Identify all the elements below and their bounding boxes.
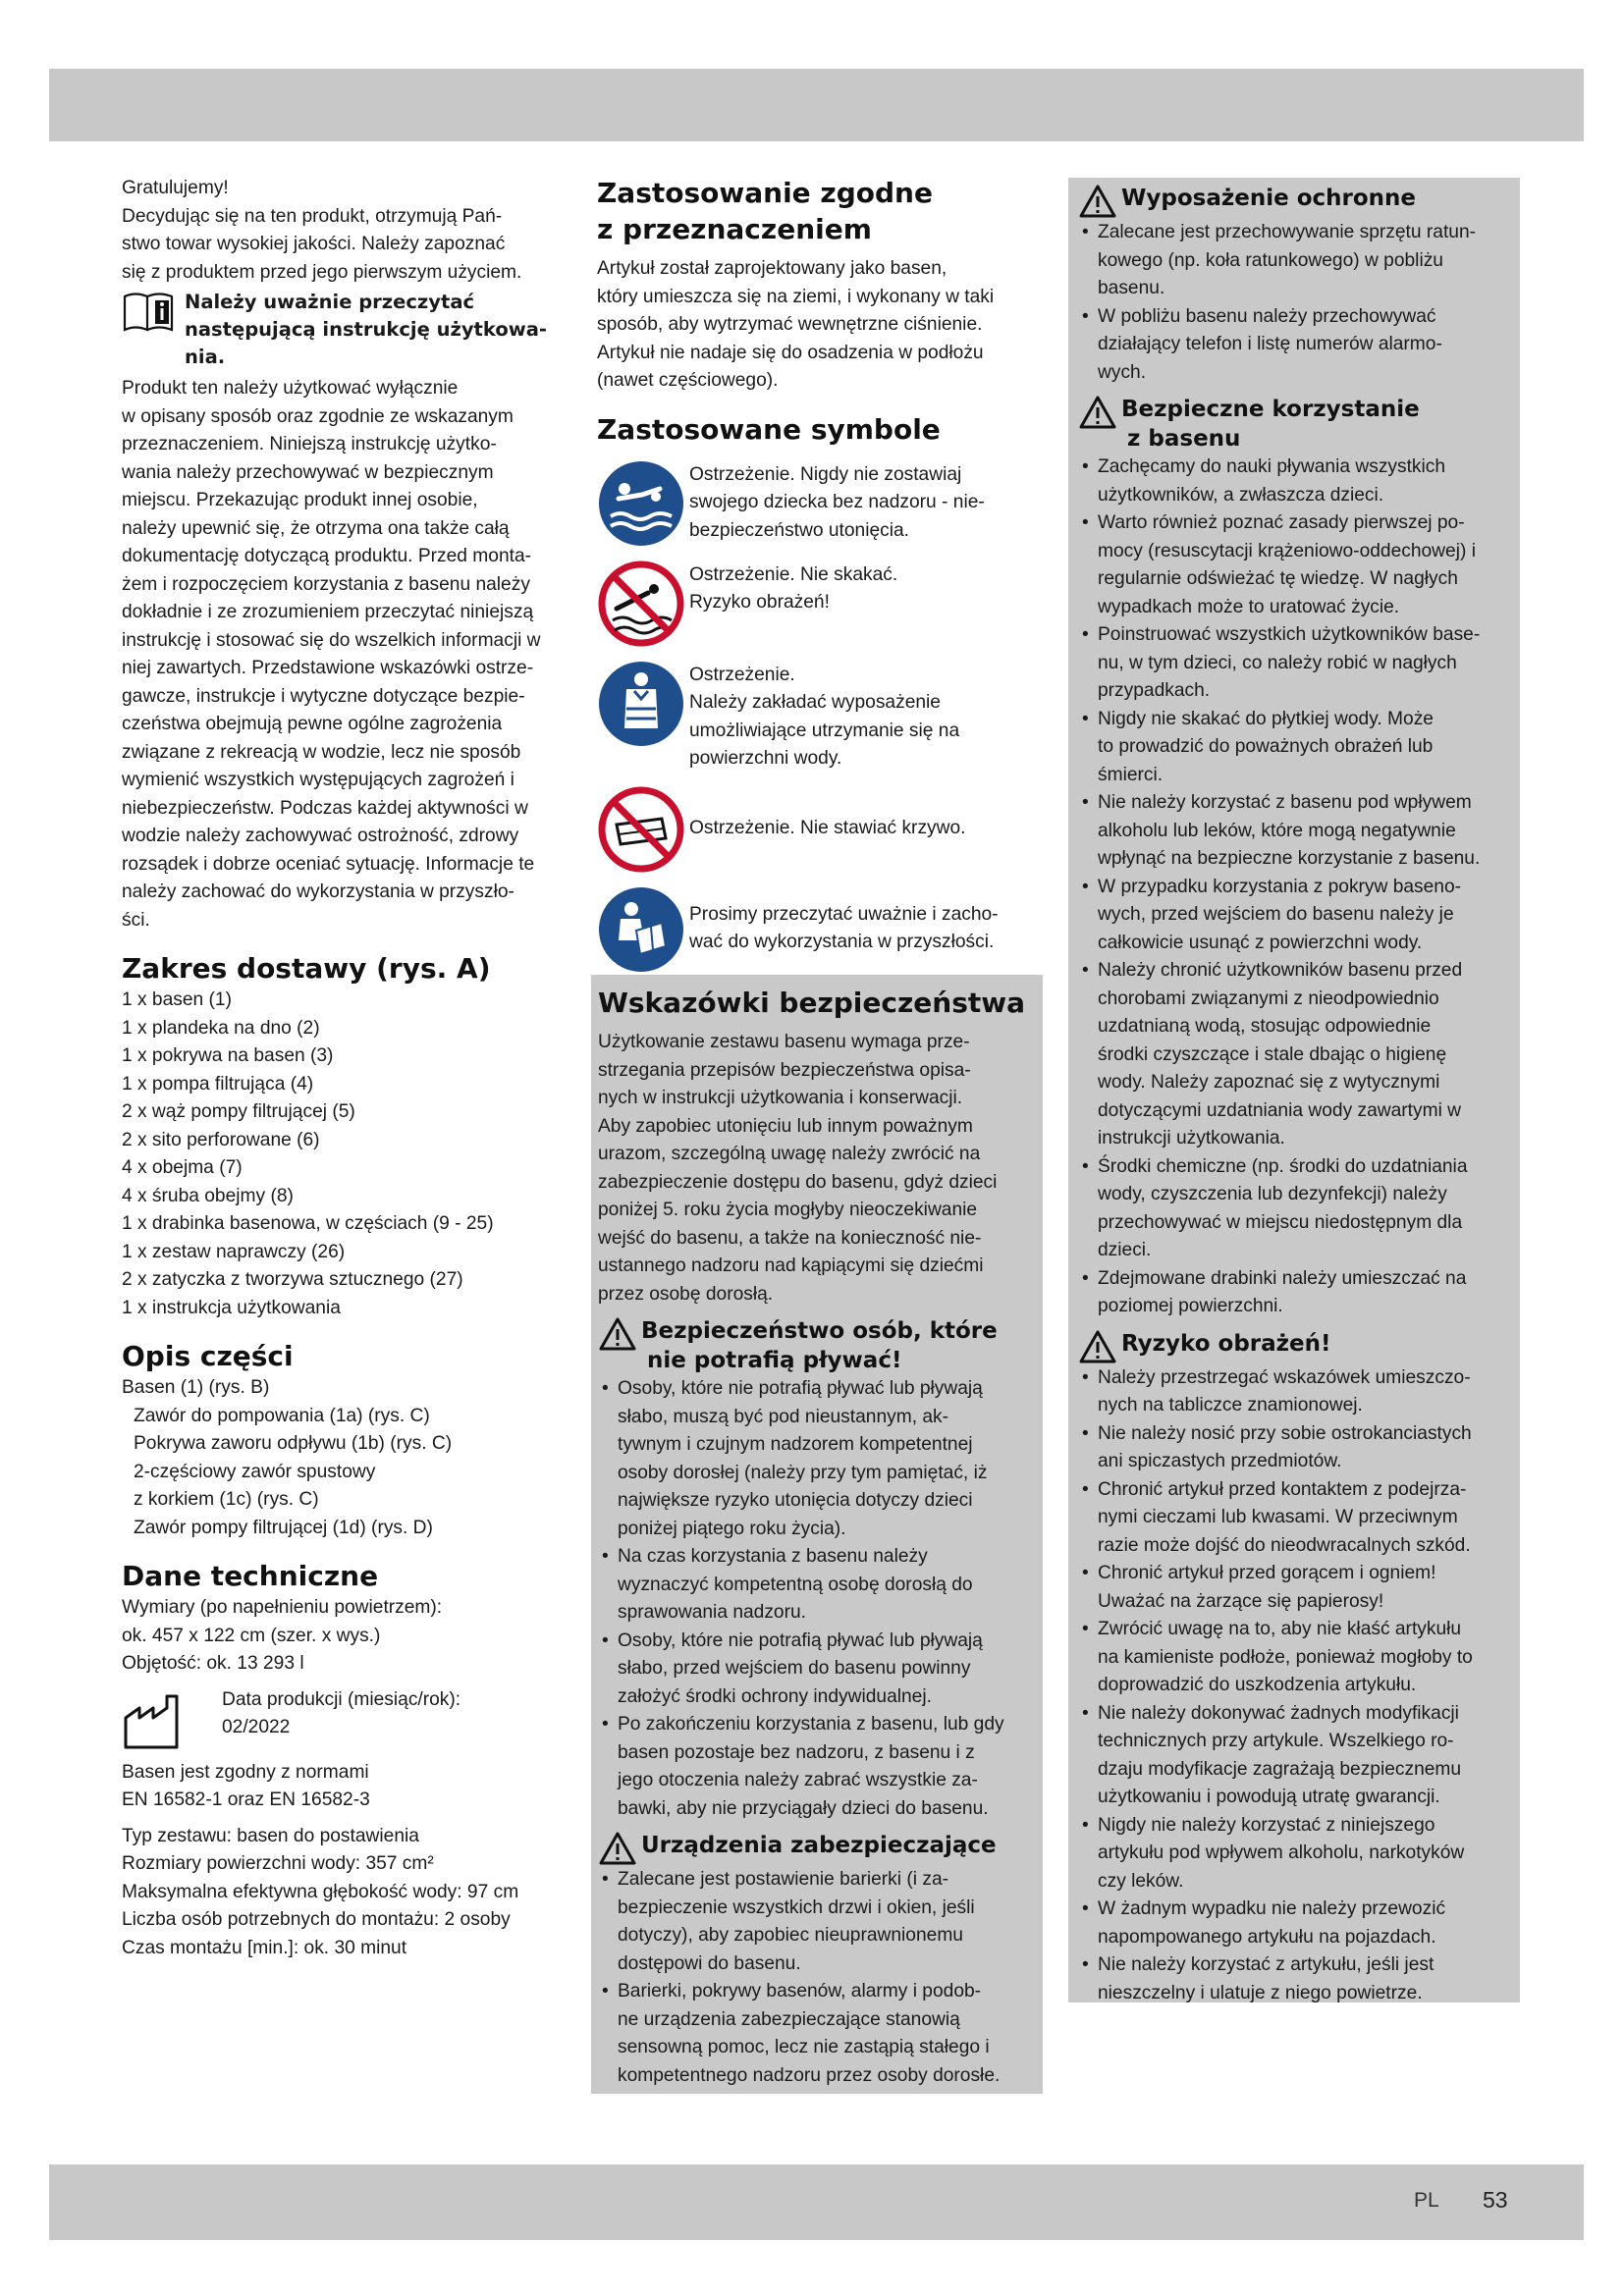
list-item: 1 x instrukcja użytkowania <box>122 1297 341 1318</box>
symbol-row: Prosimy przeczytać uważnie i zacho- wać do wykorzystania w przyszłości. <box>597 885 1044 974</box>
no-diving-icon <box>597 560 685 648</box>
list-item: • Należy przestrzegać wskazówek umieszczo- nych na tabliczce znamionowej. <box>1078 1364 1510 1420</box>
list-item: Pokrywa zaworu odpływu (1b) (rys. C) <box>134 1433 453 1454</box>
column-safety-rules <box>1068 178 1520 2002</box>
list-item: 1 x basen (1) <box>122 989 232 1010</box>
footer-bar <box>49 2164 1584 2240</box>
page-number: 53 <box>1483 2187 1508 2213</box>
scope-heading: Zakres dostawy (rys. A) <box>122 952 491 985</box>
list-item: 1 x pompa filtrująca (4) <box>122 1073 314 1095</box>
symbol-row: Ostrzeżenie. Należy zakładać wyposażenie umożliwiające utrzymanie się na powierzchni wody. <box>597 660 1044 774</box>
intro-body: Produkt ten należy użytkować wyłącznie w opisany sposób oraz zgodnie ze wskazanym przeznaczeniem. Niniejszą instrukcję użytko- wania należy przechowywać w bezpiecznym miejscu. Przekazując produkt innej osobie, należy upewnić się, że otrzyma ona także całą dokumentację dotyczącą produktu. Przed monta- żem i rozpoczęciem korzystania z basenu należy dokładnie i ze zrozumieniem przeczytać niniejszą instrukcję i stosować się do wszelkich informacji w niej zawartych. Przedstawione wskazówki ostrze- gawcze, instrukcje i wytyczne dotyczące bezpie- czeństwa obejmują pewne ogólne zagrożenia związane z rekreacją w wodzie, lecz nie sposób wymienić wszystkich występujących zagrożeń i niebezpieczeństw. Podczas każdej aktywności w wodzie należy zachowywać ostrożność, zdrowy rozsądek i dobrze oceniać sytuację. Informacje te należy zachować do wykorzystania w przyszło- ści. <box>122 378 541 931</box>
factory-icon <box>122 1690 189 1751</box>
list-item: • Nie należy dokonywać żadnych modyfikacji technicznych przy artykule. Wszelkiego ro- dzaju modyfikacje zagrażają bezpiecznemu użytkowaniu i powodują utratę gwarancji. <box>1078 1700 1510 1812</box>
symbol-row: Ostrzeżenie. Nigdy nie zostawiaj swojego dziecka bez nadzoru - nie- bezpieczeństwo utonięcia. <box>597 459 1044 548</box>
scope-list <box>122 987 564 1322</box>
list-item: • Nie należy korzystać z basenu pod wpływem alkoholu lub leków, które mogą negatywnie wpłynąć na bezpieczne korzystanie z basenu. <box>1078 789 1510 874</box>
list-item: • Zdejmowane drabinki należy umieszczać na poziomej powierzchni. <box>1078 1265 1510 1321</box>
list-item: • Nie należy nosić przy sobie ostrokanciastych ani spiczastych przedmiotów. <box>1078 1420 1510 1476</box>
header-bar <box>49 69 1584 141</box>
list-item: 4 x śruba obejmy (8) <box>122 1185 294 1206</box>
list-item: • Zachęcamy do nauki pływania wszystkich użytkowników, a zwłaszcza dzieci. <box>1078 454 1510 509</box>
list-item: • W żadnym wypadku nie należy przewozić napompowanego artykułu na pojazdach. <box>1078 1896 1510 1951</box>
list-item: • W przypadku korzystania z pokryw baseno- wych, przed wejściem do basenu należy je całkowicie usunąć z powierzchni wody. <box>1078 874 1510 958</box>
list-item: Zawór do pompowania (1a) (rys. C) <box>134 1405 430 1426</box>
norms-text: Basen jest zgodny z normami EN 16582-1 oraz EN 16582-3 <box>122 1761 370 1810</box>
list-item: • W pobliżu basenu należy przechowywać działający telefon i listę numerów alarmo- wych. <box>1078 303 1510 388</box>
child-supervision-icon <box>597 459 685 548</box>
list-item: • Poinstruować wszystkich użytkowników base- nu, w tym dzieci, co należy robić w nagłych przypadkach. <box>1078 621 1510 706</box>
list-item: • Na czas korzystania z basenu należy wyznaczyć kompetentną osobę dorosłą do sprawowania nadzoru. <box>598 1543 1037 1628</box>
warning-icon <box>1078 395 1117 430</box>
column-intro <box>122 175 564 1962</box>
life-vest-icon <box>597 660 685 748</box>
intro-text: Gratulujemy! Decydując się na ten produkt, otrzymują Pań- stwo towar wysokiej jakości. Należy zapoznać się z produktem przed jego pierwszym użyciem. <box>122 178 522 283</box>
production-date: Data produkcji (miesiąc/rok): 02/2022 <box>122 1686 564 1751</box>
list-item: • Nie należy korzystać z artykułu, jeśli jest nieszczelny i ulatuje z niego powietrze. <box>1078 1951 1510 2007</box>
list-item: 1 x plandeka na dno (2) <box>122 1017 320 1039</box>
list-item: z korkiem (1c) (rys. C) <box>134 1489 319 1510</box>
list-item: • Zalecane jest przechowywanie sprzętu ratun- kowego (np. koła ratunkowego) w pobliżu basenu. <box>1078 219 1510 303</box>
open-book-info-icon <box>122 291 175 334</box>
read-instructions-note: Należy uważnie przeczytać następującą instrukcję użytkowa- nia. <box>122 289 564 371</box>
parts-list <box>122 1403 564 1543</box>
parts-heading: Opis części <box>122 1340 294 1372</box>
safe-use-list <box>1078 454 1510 1321</box>
tech-dimensions: Wymiary (po napełnieniu powietrzem): ok. 457 x 122 cm (szer. x wys.) Objętość: ok. 13 293 l <box>122 1597 443 1674</box>
list-item: 1 x pokrywa na basen (3) <box>122 1045 334 1066</box>
list-item: • Nigdy nie należy korzystać z niniejszego artykułu pod wpływem alkoholu, narkotyków czy leków. <box>1078 1812 1510 1896</box>
safety-text: Użytkowanie zestawu basenu wymaga prze- strzegania przepisów bezpieczeństwa opisa- nych w instrukcji użytkowania i konserwacji. Aby zapobiec utonięciu lub innym poważnym urazom, szczególną uwagę należy zwrócić na zabezpieczenie dostępu do basenu, gdyż dzieci poniżej 5. roku życia mogłyby nieoczekiwanie wejść do basenu, a także na konieczność nie- ustannego nadzoru nad kąpiącymi się dziećmi przez osobę dorosłą. <box>598 1032 998 1305</box>
protective-equipment-heading: Wyposażenie ochronne <box>1078 184 1510 219</box>
list-item: • Chronić artykuł przed kontaktem z podejrza- nymi cieczami lub kwasami. W przeciwnym razie może dojść do nieodwracalnych szkód. <box>1078 1476 1510 1561</box>
warning-icon <box>1078 184 1117 219</box>
symbol-row: Ostrzeżenie. Nie stawiać krzywo. <box>597 785 1044 874</box>
non-swimmers-list <box>598 1375 1037 1823</box>
list-item: • Nigdy nie skakać do płytkiej wody. Może to prowadzić do poważnych obrażeń lub śmierci. <box>1078 706 1510 790</box>
list-item: 2 x zatyczka z tworzywa sztucznego (27) <box>122 1269 463 1290</box>
warning-icon <box>598 1831 637 1866</box>
read-manual-icon <box>597 885 685 974</box>
warning-icon <box>1078 1329 1117 1364</box>
list-item: 4 x obejma (7) <box>122 1157 243 1178</box>
protective-equipment-list <box>1078 219 1510 387</box>
parts-main: Basen (1) (rys. B) <box>122 1377 270 1398</box>
non-swimmers-heading: Bezpieczeństwo osób, które nie potrafią pływać! <box>598 1316 1037 1375</box>
specs-text: Typ zestawu: basen do postawienia Rozmiary powierzchni wody: 357 cm² Maksymalna efektywna głębokość wody: 97 cm Liczba osób potrzebnych do montażu: 2 osoby Czas montażu [min.]: ok. 30 minut <box>122 1825 519 1958</box>
safety-devices-heading: Urządzenia zabezpieczające <box>598 1831 1037 1866</box>
list-item: 2 x wąż pompy filtrującej (5) <box>122 1101 355 1122</box>
list-item: 2 x sito perforowane (6) <box>122 1129 320 1150</box>
intended-use-heading: Zastosowanie zgodne z przeznaczeniem <box>597 177 933 245</box>
safety-heading: Wskazówki bezpieczeństwa <box>598 987 1026 1019</box>
list-item: • Barierki, pokrywy basenów, alarmy i podob- ne urządzenia zabezpieczające stanowią sensowną pomoc, lecz nie zastąpią stałego i kompetentnego nadzoru przez osoby dorosłe. <box>598 1978 1037 2090</box>
list-item: • Zwrócić uwagę na to, aby nie kłaść artykułu na kamieniste podłoże, ponieważ mogłoby to doprowadzić do uszkodzenia artykułu. <box>1078 1616 1510 1700</box>
list-item: Zawór pompy filtrującej (1d) (rys. D) <box>134 1517 433 1538</box>
list-item: 1 x drabinka basenowa, w częściach (9 - 25) <box>122 1213 494 1234</box>
list-item: 1 x zestaw naprawczy (26) <box>122 1241 346 1262</box>
no-chair-icon <box>597 785 685 874</box>
symbol-row: Ostrzeżenie. Nie skakać. Ryzyko obrażeń! <box>597 560 1044 648</box>
symbols-heading: Zastosowane symbole <box>597 412 941 446</box>
list-item: 2-częściowy zawór spustowy <box>134 1461 376 1482</box>
column-usage <box>597 175 1044 974</box>
list-item: • Osoby, które nie potrafią pływać lub pływają słabo, przed wejściem do basenu powinny założyć środki ochrony indywidualnej. <box>598 1628 1037 1712</box>
list-item: • Należy chronić użytkowników basenu przed chorobami związanymi z nieodpowiednio uzdatnianą wodą, stosując odpowiednie środki czyszczące i stale dbając o higienę wody. Należy zapoznać się z wytycznymi dotyczącymi uzdatniania wody zawartymi w instrukcji użytkowania. <box>1078 957 1510 1153</box>
safety-box <box>591 975 1043 2094</box>
warning-icon <box>598 1316 637 1352</box>
injury-risk-list <box>1078 1364 1510 2008</box>
injury-risk-heading: Ryzyko obrażeń! <box>1078 1329 1510 1364</box>
tech-heading: Dane techniczne <box>122 1560 379 1592</box>
safety-devices-list <box>598 1866 1037 2090</box>
list-item: • Środki chemiczne (np. środki do uzdatniania wody, czyszczenia lub dezynfekcji) należy przechowywać w miejscu niedostępnym dla dzieci. <box>1078 1153 1510 1265</box>
footer-language: PL <box>1414 2189 1439 2212</box>
list-item: • Chronić artykuł przed gorącem i ogniem! Uważać na żarzące się papierosy! <box>1078 1560 1510 1616</box>
list-item: • Po zakończeniu korzystania z basenu, lub gdy basen pozostaje bez nadzoru, z basenu i z jego otoczenia należy zabrać wszystkie za- bawki, aby nie przyciągały dzieci do basenu. <box>598 1711 1037 1823</box>
list-item: • Osoby, które nie potrafią pływać lub pływają słabo, muszą być pod nieustannym, ak- tywnym i czujnym nadzorem kompetentnej osoby dorosłej (należy przy tym pamiętać, iż największe ryzyko utonięcia dotyczy dzieci poniżej piątego roku życia). <box>598 1375 1037 1543</box>
list-item: • Zalecane jest postawienie barierki (i za- bezpieczenie wszystkich drzwi i okien, jeśli dotyczy), aby zapobiec nieuprawnionemu dostępowi do basenu. <box>598 1866 1037 1978</box>
safe-use-heading: Bezpieczne korzystanie z basenu <box>1078 395 1510 454</box>
list-item: • Warto również poznać zasady pierwszej po- mocy (resuscytacji krążeniowo-oddechowej) i regularnie odświeżać tę wiedzę. W nagłych wypadkach może to uratować życie. <box>1078 509 1510 621</box>
intended-use-text: Artykuł został zaprojektowany jako basen, który umieszcza się na ziemi, i wykonany w taki sposób, aby wytrzymać wewnętrzne ciśnienie. Artykuł nie nadaje się do osadzenia w podłożu (nawet częściowego). <box>597 258 995 391</box>
